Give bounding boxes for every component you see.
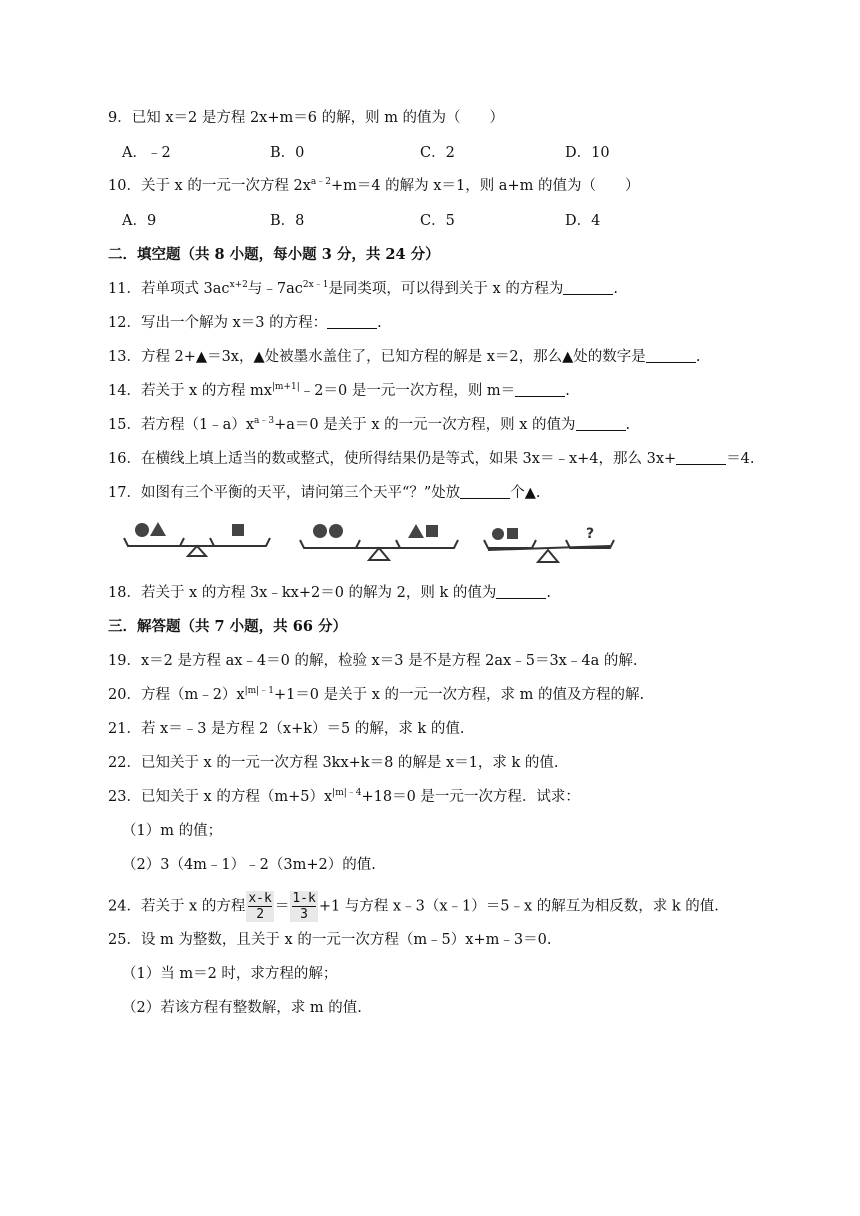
triangle-icon [408,524,424,538]
q20-text-1: 20．方程（m﹣2）x [108,687,245,703]
q23-exponent: |m|﹣4 [332,788,362,798]
answer-blank[interactable] [676,450,726,465]
q9-option-a: A．﹣2 [122,145,171,161]
q17-text: 17．如图有三个平衡的天平，请问第三个天平“？”处放 [108,485,461,501]
q10-text-2: +m＝4 的解为 x＝1，则 a+m 的值为（ ） [330,178,640,194]
fraction-1 [246,891,273,922]
q14-text-1: 14．若关于 x 的方程 mx [108,383,272,399]
balance-scales-figure [120,518,620,572]
q13-text: 13．方程 2+▲＝3x，▲处被墨水盖住了，已知方程的解是 x＝2，那么▲处的数字是 [108,349,646,365]
q11-text-2: 与﹣7ac [247,281,303,297]
question-11 [108,279,618,299]
section-2-heading: 二．填空题（共 8 小题，每小题 3 分，共 24 分） [108,246,440,263]
q10-text-1: 10．关于 x 的一元一次方程 2x [108,178,311,194]
square-icon [426,525,438,537]
balance-scale-3 [484,540,614,562]
q12-end: . [377,315,382,331]
q9-option-b: B．0 [270,145,305,161]
q11-exponent-1: x+2 [229,280,248,290]
q10-option-a: A．9 [122,213,157,229]
question-20 [108,685,644,705]
answer-blank[interactable] [576,416,626,431]
q25-sub-2: （2）若该方程有整数解，求 m 的值. [122,1000,362,1016]
question-22: 22．已知关于 x 的一元一次方程 3kx+k＝8 的解是 x＝1，求 k 的值. [108,755,559,771]
q18-end: . [546,585,551,601]
square-icon [232,524,244,536]
q14-exponent: |m+1| [271,382,300,392]
fraction-2-numerator: 1-k [292,891,316,906]
question-24 [108,891,719,922]
q23-text-2: +18＝0 是一元一次方程．试求： [361,789,580,805]
question-19: 19．x＝2 是方程 ax﹣4＝0 的解，检验 x＝3 是不是方程 2ax﹣5＝3x﹣4a 的解. [108,653,638,669]
question-9 [108,108,504,128]
answer-blank[interactable] [460,484,510,499]
q11-text-3: 是同类项，可以得到关于 x 的方程为 [328,281,564,297]
fraction-2 [290,891,317,922]
answer-blank[interactable] [496,584,546,599]
q11-exponent-2: 2x﹣1 [302,280,329,290]
question-14 [108,381,570,401]
q14-text-2: ﹣2＝0 是一元一次方程，则 m＝ [299,383,516,399]
question-15 [108,415,630,435]
circle-icon [329,524,343,538]
question-13 [108,347,700,367]
question-16 [108,449,755,469]
fraction-2-denominator: 3 [300,907,308,922]
q16-end: ＝4. [726,451,755,467]
circle-icon [313,524,327,538]
square-icon [507,528,518,539]
q24-text-1: 24．若关于 x 的方程 [108,898,246,915]
q15-exponent: a﹣3 [254,416,275,426]
question-21: 21．若 x＝﹣3 是方程 2（x+k）＝5 的解，求 k 的值. [108,721,465,737]
q12-text: 12．写出一个解为 x＝3 的方程： [108,315,328,331]
question-mark: ? [586,526,595,542]
q16-text: 16．在横线上填上适当的数或整式，使所得结果仍是等式，如果 3x＝﹣x+4，那么 3x+ [108,451,677,467]
section-3-heading: 三．解答题（共 7 小题，共 66 分） [108,618,347,635]
answer-blank[interactable] [515,382,565,397]
q20-exponent: |m|﹣1 [244,686,274,696]
balance-scale-1 [124,538,270,556]
fraction-1-denominator: 2 [256,907,265,922]
q10-exponent: a﹣2 [310,177,331,187]
q25-sub-1: （1）当 m＝2 时，求方程的解； [122,966,338,982]
q11-end: . [613,281,618,297]
answer-blank[interactable] [327,314,377,329]
balance-scale-2 [300,540,458,560]
q20-text-2: +1＝0 是关于 x 的一元一次方程，求 m 的值及方程的解. [273,687,645,703]
q23-sub-1: （1）m 的值； [122,823,223,839]
q11-text-1: 11．若单项式 3ac [108,281,230,297]
question-10 [108,176,639,196]
q24-text-2: +1 与方程 x﹣3（x﹣1）＝5﹣x 的解互为相反数，求 k 的值. [318,898,719,915]
q23-text-1: 23．已知关于 x 的方程（m+5）x [108,789,333,805]
circle-icon [135,523,149,537]
question-23 [108,787,580,807]
q10-option-b: B．8 [270,213,305,229]
q9-option-c: C．2 [420,145,455,161]
fraction-1-numerator: x-k [248,891,272,906]
q15-end: . [625,417,631,433]
q15-text-2: +a＝0 是关于 x 的一元一次方程，则 x 的值为 [274,417,576,433]
question-9-stem: 9．已知 x＝2 是方程 2x+m＝6 的解，则 m 的值为（ ） [108,110,505,126]
q15-text-1: 15．若方程（1﹣a）x [108,417,254,433]
q9-option-d: D．10 [565,145,610,161]
q13-end: . [695,349,701,365]
question-18 [108,583,551,603]
q23-sub-2: （2）3（4m﹣1）﹣2（3m+2）的值. [122,857,376,873]
question-17 [108,483,541,503]
q17-end: 个▲. [510,485,541,501]
triangle-icon [150,522,166,536]
question-12 [108,313,382,333]
question-25: 25．设 m 为整数，且关于 x 的一元一次方程（m﹣5）x+m﹣3＝0. [108,932,552,948]
circle-icon [492,528,504,540]
q18-text: 18．若关于 x 的方程 3x﹣kx+2＝0 的解为 2，则 k 的值为 [108,585,497,601]
q10-option-d: D．4 [565,213,601,229]
q14-end: . [565,383,570,399]
q10-option-c: C．5 [420,213,455,229]
q24-equals: ＝ [274,898,290,915]
answer-blank[interactable] [646,348,696,363]
answer-blank[interactable] [563,280,613,295]
